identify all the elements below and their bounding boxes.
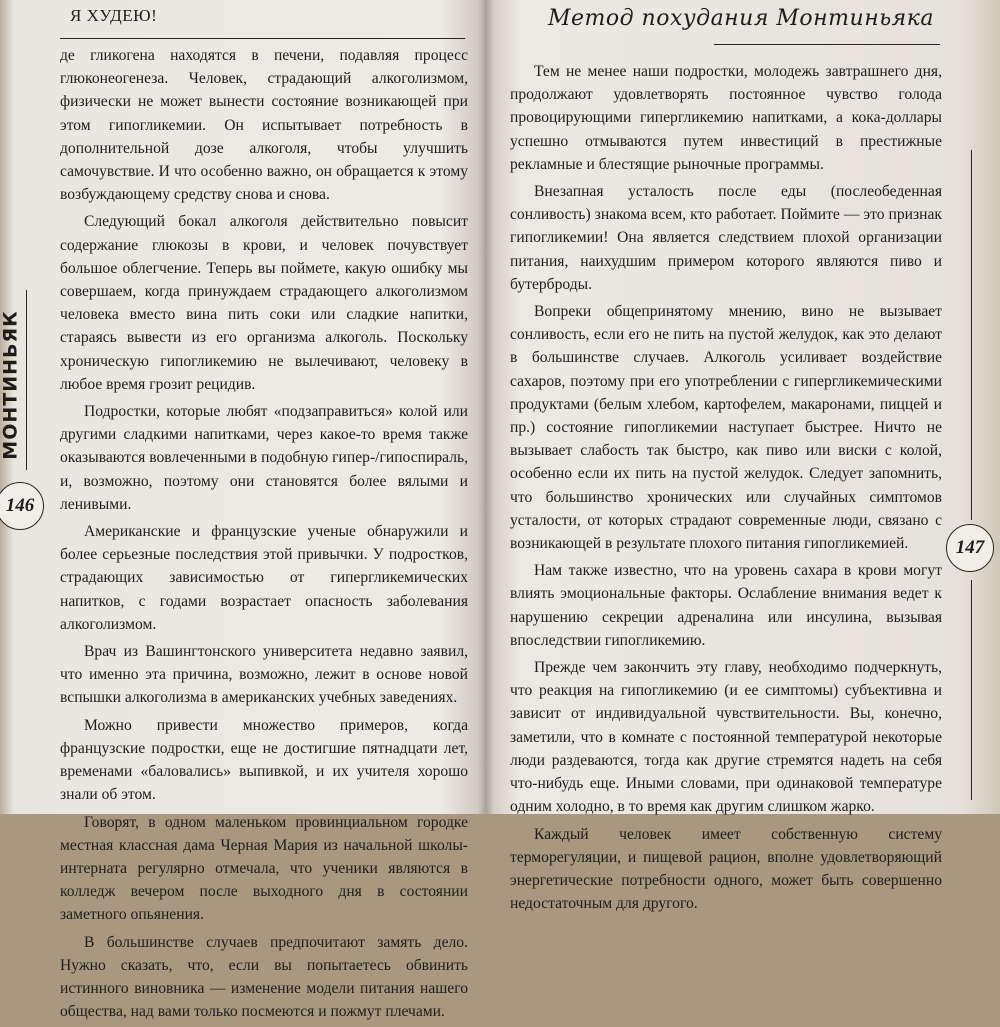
paragraph: Внезапная усталость после еды (послеобеденная сонливость) знакома всем, кто работает. Поймите — это признак гипогликемии! Она является следствием плохой организации питания, наихудшим примером которого являются пиво и бутерброды. <box>510 183 942 293</box>
paragraph: Каждый человек имеет собственную систему терморегуляции, и пищевой рацион, вполне удовлетворяющий энергетические потребности одного, может быть совершенно недостаточным для другого. <box>510 825 942 913</box>
running-head-left: Я ХУДЕЮ! <box>70 6 158 25</box>
left-page <box>0 0 484 1021</box>
running-head-right: Метод похудания Монтиньяка <box>547 6 934 31</box>
side-rule-left <box>26 290 27 470</box>
side-rule-right-upper <box>971 150 972 520</box>
right-page-body <box>510 60 942 919</box>
paragraph: Нам также известно, что на уровень сахара в крови могут влиять эмоциональные факторы. Ослабление внимания ведет к нарушению секреции адреналина или инсулина, вызывая впоследствии гипогликемию. <box>510 562 942 649</box>
paragraph: Подростки, которые любят «подзаправиться» колой или другими сладкими напитками, через какое-то время также оказываются вовлеченными в подобную гипер-/гипоспираль, и, возможно, поэтому они становятся более вялыми и ленивыми. <box>60 403 468 513</box>
paragraph: Следующий бокал алкоголя действительно повысит содержание глюкозы в крови, и человек почувствует большое облегчение. Теперь вы поймете, какую ошибку мы совершаем, когда принуждаем страдающего алкоголизмом человека вместо вина пить соки или сладкие напитки, стараясь вывести из его организма алкоголь. Поскольку хроническую гипогликемию не вылечивают, человеку в любое время грозит рецидив. <box>60 213 468 393</box>
header-rule-right <box>714 44 940 45</box>
paragraph: Прежде чем закончить эту главу, необходимо подчеркнуть, что реакция на гипогликемию (и ее симптомы) субъективна и зависит от индивидуальной чувствительности. Вы, конечно, заметили, что в комнате с постоянной температурой некоторые люди раздеваются, тогда как другие стремятся надеть на себя что-нибудь еще. Иными словами, при одинаковой температуре одним холодно, в то время как другим слишком жарко. <box>510 659 942 816</box>
paragraph: Американские и французские ученые обнаружили и более серьезные последствия этой привычки. У подростков, страдающих зависимостью от гипергликемических напитков, с годами возрастает опасность заболевания алкоголизмом. <box>60 523 468 633</box>
paragraph: Говорят, в одном маленьком провинциальном городке местная классная дама Черная Мария из начальной школы-интерната регулярно отмечала, что ученики являются в колледж вечером после выходного дня в состоянии заметного опьянения. <box>60 813 468 924</box>
paragraph: Можно привести множество примеров, когда французские подростки, еще не достигшие пятнадцати лет, временами «баловались» выпивкой, и их учителя хорошо знали об этом. <box>60 716 468 804</box>
page-number-left: 146 <box>0 482 44 530</box>
left-page-body <box>60 44 468 1027</box>
side-author-label <box>0 300 24 470</box>
side-rule-right-lower <box>971 580 972 800</box>
right-page <box>490 0 1000 913</box>
page-number-right: 147 <box>946 524 994 572</box>
paragraph: Врач из Вашингтонского университета недавно заявил, что именно эта причина, возможно, лежит в основе новой вспышки алкоголизма в американских учебных заведениях. <box>60 643 468 707</box>
header-rule-left <box>60 38 465 39</box>
paragraph: де гликогена находятся в печени, подавляя процесс глюконеогенеза. Человек, страдающий алкоголизмом, физически не может вынести состояние возникающей при этом гипогликемии. Он испытывает потребность в дополнительной дозе алкоголя, чтобы улучшить самочувствие. И что особенно важно, он обращается к этому возбуждающему средству снова и снова. <box>60 47 468 204</box>
paragraph: Вопреки общепринятому мнению, вино не вызывает сонливость, если его не пить на пустой желудок, как это делают в большинстве случаев. Алкоголь усиливает воздействие сахаров, поэтому при его употреблении с гипергликемическими продуктами (белым хлебом, картофелем, макаронами, пиццей и пр.) состояние гипогликемии наступает быстрее. Ничто не вызывает слабость так быстро, как пиво или виски с колой, особенно если их пить на пустой желудок. Следует запомнить, что большинство хронических или случайных симптомов усталости, от которых страдают современные люди, связано с возникающей в результате плохого питания гипогликемией. <box>510 303 942 553</box>
paragraph: Тем не менее наши подростки, молодежь завтрашнего дня, продолжают удовлетворять постоянное чувство голода провоцирующими гипергликемию напитками, а кока-доллары успешно отмываются путем инвестиций в престижные рекламные и блестящие рыночные программы. <box>510 63 942 173</box>
paragraph: В большинстве случаев предпочитают замять дело. Нужно сказать, что, если вы попытаетесь обвинить истинного виновника — изменение модели питания нашего общества, над вами только посмеются и пожмут плечами. <box>60 933 468 1021</box>
side-author-text: МОНТИНЬЯК <box>0 310 22 460</box>
